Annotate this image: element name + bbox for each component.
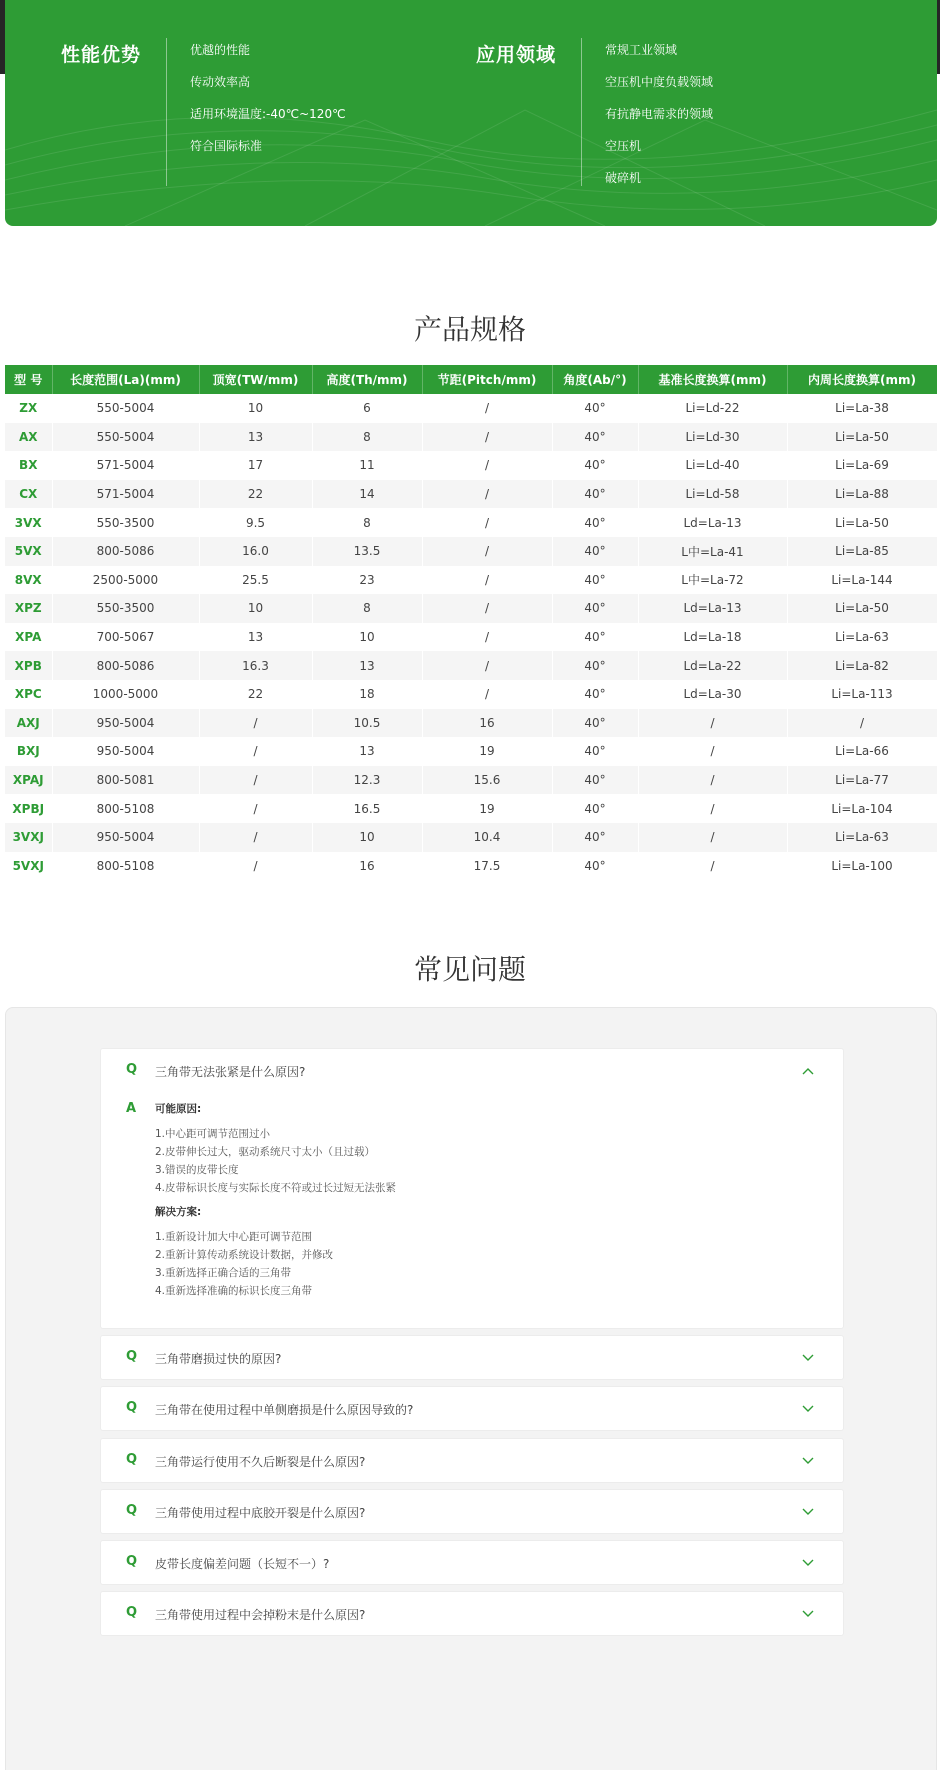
cell-inner-length: Li=La-50 [787, 508, 937, 537]
cell-datum-length: Li=Ld-30 [638, 423, 787, 452]
spec-row [5, 423, 937, 452]
chevron-down-icon[interactable] [801, 1556, 815, 1570]
cell-length-range: 800-5081 [52, 766, 199, 795]
cell-inner-length: Li=La-63 [787, 623, 937, 652]
cell-length-range: 950-5004 [52, 823, 199, 852]
cell-pitch: / [422, 480, 552, 509]
cause-line: 3.错误的皮带长度 [155, 1164, 239, 1176]
advantages-list [190, 38, 346, 166]
cell-height: 16 [312, 852, 422, 881]
cell-length-range: 1000-5000 [52, 680, 199, 709]
cell-model: 3VX [5, 508, 52, 537]
cell-inner-length: Li=La-50 [787, 594, 937, 623]
chevron-down-icon[interactable] [801, 1351, 815, 1365]
cell-top-width: 13 [199, 423, 312, 452]
cell-height: 14 [312, 480, 422, 509]
cell-top-width: / [199, 709, 312, 738]
spec-row [5, 651, 937, 680]
cell-height: 10.5 [312, 709, 422, 738]
banner-wave-decoration [5, 0, 937, 226]
cell-model: XPC [5, 680, 52, 709]
spec-row [5, 566, 937, 595]
cell-angle: 40° [552, 680, 638, 709]
cell-angle: 40° [552, 423, 638, 452]
cell-datum-length: Li=Ld-22 [638, 394, 787, 423]
cell-model: 5VX [5, 537, 52, 566]
cell-model: BXJ [5, 737, 52, 766]
cell-height: 13 [312, 737, 422, 766]
header-model: 型 号 [5, 365, 52, 394]
cell-length-range: 550-3500 [52, 508, 199, 537]
cause-line: 4.皮带标识长度与实际长度不符或过长过短无法张紧 [155, 1182, 397, 1194]
cell-datum-length: / [638, 766, 787, 795]
cell-top-width: 10 [199, 594, 312, 623]
q-marker: Q [126, 1503, 138, 1518]
cell-angle: 40° [552, 852, 638, 881]
advantage-item: 符合国际标准 [190, 139, 263, 153]
q-marker: Q [126, 1605, 138, 1620]
faq-panel [5, 1007, 937, 1770]
chevron-up-icon[interactable] [801, 1064, 815, 1078]
cell-datum-length: / [638, 794, 787, 823]
faq-question-header[interactable] [101, 1490, 843, 1534]
cell-angle: 40° [552, 794, 638, 823]
spec-row [5, 451, 937, 480]
cell-pitch: / [422, 594, 552, 623]
applications-divider [581, 38, 582, 186]
cell-length-range: 800-5108 [52, 794, 199, 823]
cell-height: 8 [312, 594, 422, 623]
cell-angle: 40° [552, 537, 638, 566]
cell-datum-length: / [638, 709, 787, 738]
cell-pitch: / [422, 623, 552, 652]
advantage-item: 适用环境温度:-40℃~120℃ [190, 107, 346, 121]
cause-line: 1.中心距可调节范围过小 [155, 1128, 271, 1140]
cell-inner-length: Li=La-113 [787, 680, 937, 709]
solution-line: 2.重新计算传动系统设计数据，并修改 [155, 1249, 334, 1261]
application-item: 空压机 [605, 139, 642, 153]
faq-question-text: 三角带无法张紧是什么原因? [155, 1065, 306, 1079]
faq-item[interactable] [100, 1489, 844, 1534]
cell-datum-length: / [638, 823, 787, 852]
faq-question-header[interactable] [101, 1336, 843, 1380]
q-marker: Q [126, 1349, 138, 1364]
cell-length-range: 571-5004 [52, 451, 199, 480]
solution-line: 1.重新设计加大中心距可调节范围 [155, 1231, 313, 1243]
cell-length-range: 571-5004 [52, 480, 199, 509]
features-banner [5, 0, 937, 226]
cell-model: XPBJ [5, 794, 52, 823]
faq-item[interactable] [100, 1335, 844, 1380]
cell-model: AX [5, 423, 52, 452]
faq-item[interactable] [100, 1540, 844, 1585]
cell-length-range: 800-5108 [52, 852, 199, 881]
application-item: 有抗静电需求的领域 [605, 107, 714, 121]
faq-question-text: 三角带运行使用不久后断裂是什么原因? [155, 1455, 366, 1469]
cell-height: 16.5 [312, 794, 422, 823]
spec-row [5, 480, 937, 509]
application-item: 破碎机 [605, 171, 642, 185]
chevron-down-icon[interactable] [801, 1607, 815, 1621]
cell-height: 23 [312, 566, 422, 595]
cell-top-width: / [199, 737, 312, 766]
cell-angle: 40° [552, 823, 638, 852]
cell-pitch: 19 [422, 737, 552, 766]
cell-datum-length: Ld=La-18 [638, 623, 787, 652]
cell-top-width: 22 [199, 680, 312, 709]
cell-height: 8 [312, 508, 422, 537]
faq-item[interactable] [100, 1386, 844, 1431]
cell-angle: 40° [552, 451, 638, 480]
faq-item[interactable] [100, 1438, 844, 1483]
cell-pitch: / [422, 394, 552, 423]
advantage-item: 传动效率高 [190, 75, 251, 89]
cell-pitch: / [422, 651, 552, 680]
answer-body [155, 1101, 396, 1301]
cell-length-range: 550-5004 [52, 423, 199, 452]
spec-row [5, 823, 937, 852]
cell-inner-length: Li=La-38 [787, 394, 937, 423]
cell-length-range: 800-5086 [52, 537, 199, 566]
cell-height: 12.3 [312, 766, 422, 795]
cell-angle: 40° [552, 394, 638, 423]
cell-length-range: 950-5004 [52, 709, 199, 738]
spec-row [5, 537, 937, 566]
cell-inner-length: Li=La-100 [787, 852, 937, 881]
cell-height: 13.5 [312, 537, 422, 566]
header-angle: 角度(Ab/°) [552, 365, 638, 394]
cell-top-width: 17 [199, 451, 312, 480]
cell-inner-length: Li=La-66 [787, 737, 937, 766]
header-pitch: 节距(Pitch/mm) [422, 365, 552, 394]
faq-question-text: 三角带磨损过快的原因? [155, 1352, 282, 1366]
cell-datum-length: L中=La-72 [638, 566, 787, 595]
solution-line: 4.重新选择准确的标识长度三角带 [155, 1285, 313, 1297]
cell-pitch: / [422, 508, 552, 537]
cell-inner-length: Li=La-88 [787, 480, 937, 509]
cell-length-range: 2500-5000 [52, 566, 199, 595]
cell-pitch: 10.4 [422, 823, 552, 852]
cell-pitch: 19 [422, 794, 552, 823]
cell-inner-length: / [787, 709, 937, 738]
header-inner-length: 内周长度换算(mm) [787, 365, 937, 394]
cell-pitch: / [422, 451, 552, 480]
solutions-heading: 解决方案: [155, 1206, 202, 1218]
cell-model: XPA [5, 623, 52, 652]
faq-item-expanded [100, 1048, 844, 1329]
cell-datum-length: Ld=La-13 [638, 594, 787, 623]
cell-angle: 40° [552, 737, 638, 766]
cell-height: 18 [312, 680, 422, 709]
header-top-width: 顶宽(TW/mm) [199, 365, 312, 394]
faq-question-text: 三角带在使用过程中单侧磨损是什么原因导致的? [155, 1403, 414, 1417]
advantages-title: 性能优势 [61, 44, 142, 66]
cell-model: AXJ [5, 709, 52, 738]
q-marker: Q [126, 1554, 138, 1569]
cell-datum-length: Li=Ld-40 [638, 451, 787, 480]
cell-pitch: / [422, 423, 552, 452]
cell-inner-length: Li=La-50 [787, 423, 937, 452]
cell-height: 10 [312, 623, 422, 652]
cell-angle: 40° [552, 651, 638, 680]
q-marker: Q [126, 1400, 138, 1415]
cell-height: 8 [312, 423, 422, 452]
solution-line: 3.重新选择正确合适的三角带 [155, 1267, 292, 1279]
cell-angle: 40° [552, 709, 638, 738]
header-datum-length: 基准长度换算(mm) [638, 365, 787, 394]
cell-height: 6 [312, 394, 422, 423]
cell-inner-length: Li=La-144 [787, 566, 937, 595]
spec-row [5, 766, 937, 795]
cause-line: 2.皮带伸长过大，驱动系统尺寸太小（且过载） [155, 1146, 376, 1158]
spec-table-body [5, 394, 937, 880]
spec-row [5, 794, 937, 823]
cell-pitch: 17.5 [422, 852, 552, 881]
faq-item[interactable] [100, 1591, 844, 1636]
cell-model: 8VX [5, 566, 52, 595]
cell-datum-length: Li=Ld-58 [638, 480, 787, 509]
causes-heading: 可能原因: [155, 1103, 202, 1115]
cell-top-width: 16.3 [199, 651, 312, 680]
application-item: 常规工业领域 [605, 43, 678, 57]
cell-angle: 40° [552, 480, 638, 509]
chevron-down-icon[interactable] [801, 1454, 815, 1468]
cell-length-range: 550-5004 [52, 394, 199, 423]
cell-model: BX [5, 451, 52, 480]
cell-top-width: / [199, 852, 312, 881]
spec-row [5, 737, 937, 766]
cell-height: 10 [312, 823, 422, 852]
cell-datum-length: Ld=La-22 [638, 651, 787, 680]
faq-question-header[interactable] [101, 1049, 843, 1093]
cell-datum-length: L中=La-41 [638, 537, 787, 566]
cell-model: 5VXJ [5, 852, 52, 881]
cell-pitch: / [422, 680, 552, 709]
cell-top-width: / [199, 823, 312, 852]
cell-top-width: 13 [199, 623, 312, 652]
cell-model: XPAJ [5, 766, 52, 795]
cell-inner-length: Li=La-82 [787, 651, 937, 680]
cell-inner-length: Li=La-104 [787, 794, 937, 823]
cell-top-width: 10 [199, 394, 312, 423]
spec-header-row [5, 365, 937, 394]
cell-top-width: 22 [199, 480, 312, 509]
cell-datum-length: / [638, 852, 787, 881]
cell-top-width: 9.5 [199, 508, 312, 537]
cell-length-range: 550-3500 [52, 594, 199, 623]
spec-row [5, 394, 937, 423]
cell-datum-length: / [638, 737, 787, 766]
spec-row [5, 852, 937, 881]
cell-pitch: 15.6 [422, 766, 552, 795]
cell-angle: 40° [552, 766, 638, 795]
cell-top-width: / [199, 766, 312, 795]
cell-model: CX [5, 480, 52, 509]
faq-section-title: 常见问题 [413, 953, 526, 986]
advantages-divider [166, 38, 167, 186]
faq-question-header[interactable] [101, 1541, 843, 1585]
header-height: 高度(Th/mm) [312, 365, 422, 394]
applications-title: 应用领域 [476, 44, 557, 66]
cell-pitch: / [422, 566, 552, 595]
spec-table [5, 365, 938, 880]
cell-angle: 40° [552, 508, 638, 537]
cell-model: XPZ [5, 594, 52, 623]
spec-row [5, 623, 937, 652]
cell-model: XPB [5, 651, 52, 680]
cell-length-range: 700-5067 [52, 623, 199, 652]
spec-section-title: 产品规格 [413, 313, 526, 346]
cell-angle: 40° [552, 594, 638, 623]
chevron-down-icon[interactable] [801, 1402, 815, 1416]
faq-question-header[interactable] [101, 1387, 843, 1431]
cell-model: 3VXJ [5, 823, 52, 852]
faq-question-text: 皮带长度偏差问题（长短不一）? [155, 1557, 330, 1571]
chevron-down-icon[interactable] [801, 1505, 815, 1519]
cell-angle: 40° [552, 623, 638, 652]
faq-question-header[interactable] [101, 1592, 843, 1636]
cell-inner-length: Li=La-77 [787, 766, 937, 795]
spec-row [5, 709, 937, 738]
applications-list [605, 38, 713, 198]
cell-model: ZX [5, 394, 52, 423]
cell-pitch: / [422, 537, 552, 566]
application-item: 空压机中度负载领域 [605, 75, 714, 89]
cell-length-range: 950-5004 [52, 737, 199, 766]
header-length-range: 长度范围(La)(mm) [52, 365, 199, 394]
cell-datum-length: Ld=La-30 [638, 680, 787, 709]
cell-top-width: 16.0 [199, 537, 312, 566]
q-marker: Q [126, 1062, 138, 1077]
cell-inner-length: Li=La-85 [787, 537, 937, 566]
cell-inner-length: Li=La-69 [787, 451, 937, 480]
faq-question-text: 三角带使用过程中底胶开裂是什么原因? [155, 1506, 366, 1520]
cell-angle: 40° [552, 566, 638, 595]
spec-row [5, 680, 937, 709]
cell-height: 13 [312, 651, 422, 680]
spec-row [5, 594, 937, 623]
faq-question-header[interactable] [101, 1439, 843, 1483]
faq-question-text: 三角带使用过程中会掉粉末是什么原因? [155, 1608, 366, 1622]
cell-top-width: / [199, 794, 312, 823]
cell-top-width: 25.5 [199, 566, 312, 595]
cell-pitch: 16 [422, 709, 552, 738]
cell-inner-length: Li=La-63 [787, 823, 937, 852]
q-marker: Q [126, 1452, 138, 1467]
spec-row [5, 508, 937, 537]
cell-length-range: 800-5086 [52, 651, 199, 680]
advantage-item: 优越的性能 [190, 43, 251, 57]
cell-height: 11 [312, 451, 422, 480]
cell-datum-length: Ld=La-13 [638, 508, 787, 537]
a-marker: A [126, 1101, 137, 1116]
